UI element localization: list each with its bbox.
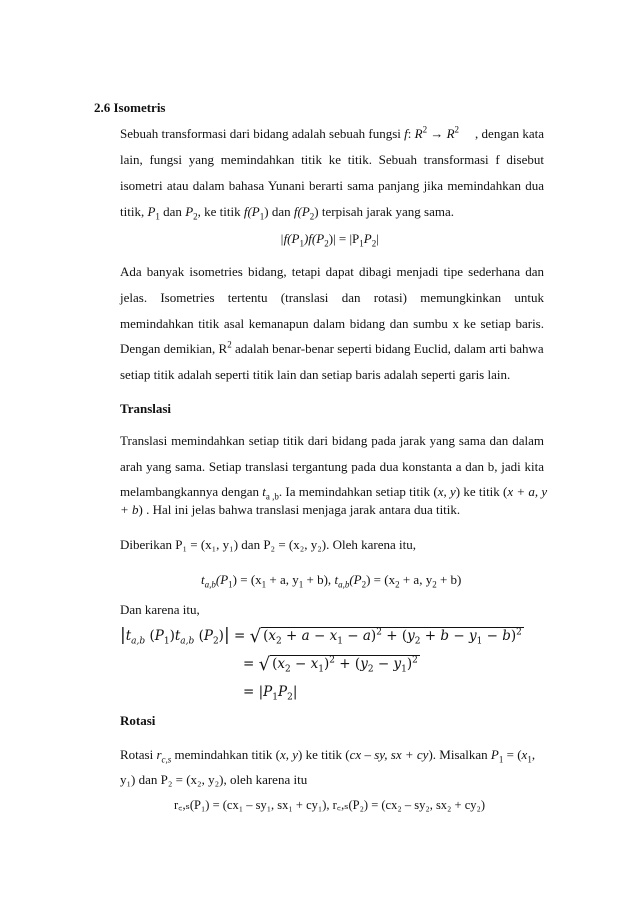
para2-line-5: setiap titik adalah seperti titik lain dan setiap baris adalah seperti garis lain. bbox=[120, 367, 511, 382]
rotasi-line-2: y₁) dan P₂ = (x₂, y₂), oleh karena itu bbox=[120, 772, 308, 787]
translasi-line-3: melambangkannya dengan $t_{a ,b}$. Ia memindahkan setiap titik (x, y) ke titik (x + a, y bbox=[120, 484, 548, 502]
para2-line-3: memindahkan titik asal kemanapun dalam bidang dan sumbu x ke setiap baris. bbox=[120, 316, 544, 331]
intro-line-3: isometri atau dalam bahasa Yunani berarti sama panjang jika memindahkan dua bbox=[120, 178, 544, 193]
intro-line-2: lain, fungsi yang memindahkan titik ke titik. Sebuah transformasi f disebut bbox=[120, 152, 544, 167]
rotasi-equation: r꜀,ₛ(P₁) = (cx₁ – sy₁, sx₁ + cy₁), r꜀,ₛ(P₂) = (cx₂ – sy₂, sx₂ + cy₂) bbox=[174, 798, 486, 812]
translasi-equation: $t_{a,b}(P_1) = (x_1 + a$, $y_1 + b$), $t_{a,b}(P_2) = (x_2 + a$, $y_2 + b$) bbox=[201, 572, 462, 590]
derivation-line-2: = √ $(x_2 - x_1)^2 + (y_2 - y_1)^2$ bbox=[243, 654, 418, 675]
translasi-dan: Dan karena itu, bbox=[120, 602, 200, 617]
translasi-line-1: Translasi memindahkan setiap titik dari bidang pada jarak yang sama dan dalam bbox=[120, 433, 544, 448]
para2-line-4: Dengan demikian, $R^2$ adalah benar-benar seperti bidang Euclid, dalam arti bahwa bbox=[120, 339, 544, 356]
rotasi-line-1: Rotasi $r_{c,s}$ memindahkan titik (x, y) ke titik (cx – sy, sx + cy). Misalkan $P_1 = (x_1$, bbox=[120, 747, 536, 765]
translasi-given: Diberikan P₁ = (x₁, y₁) dan P₂ = (x₂, y₂). Oleh karena itu, bbox=[120, 537, 417, 552]
para2-line-1: Ada banyak isometries bidang, tetapi dapat dibagi menjadi tipe sederhana dan bbox=[120, 264, 544, 279]
intro-line-1: Sebuah transformasi dari bidang adalah sebuah fungsi f: $R^2 \to R^2$ , dengan kata bbox=[120, 124, 544, 141]
derivation-line-1: $|t_{a,b}$ $(P_1)t_{a,b}$ $(P_2)|$ = √ $(x_2 + a - x_1 - a)^2 + (y_2 + b - y_1 - b)^2$ bbox=[120, 625, 522, 647]
translasi-heading: Translasi bbox=[120, 401, 172, 416]
derivation-line-3: = $|P_1P_2|$ bbox=[243, 684, 298, 703]
para2-line-2: jelas. Isometries tertentu (translasi dan rotasi) memungkinkan untuk bbox=[120, 290, 544, 305]
translasi-line-2: arah yang sama. Setiap translasi tergantung pada dua konstanta a dan b, jadi kita bbox=[120, 459, 544, 474]
intro-line-4: titik, $P_1$ dan $P_2$, ke titik $f(P_1)$ dan $f(P_2)$ terpisah jarak yang sama. bbox=[120, 204, 454, 222]
rotasi-heading: Rotasi bbox=[120, 713, 156, 728]
translasi-line-4: + b) . Hal ini jelas bahwa translasi menjaga jarak antara dua titik. bbox=[120, 502, 461, 517]
section-title: 2.6 Isometris bbox=[94, 100, 166, 115]
isometry-equation: $|f(P_1)f(P_2)| = |P_1P_2|$ bbox=[280, 231, 379, 249]
